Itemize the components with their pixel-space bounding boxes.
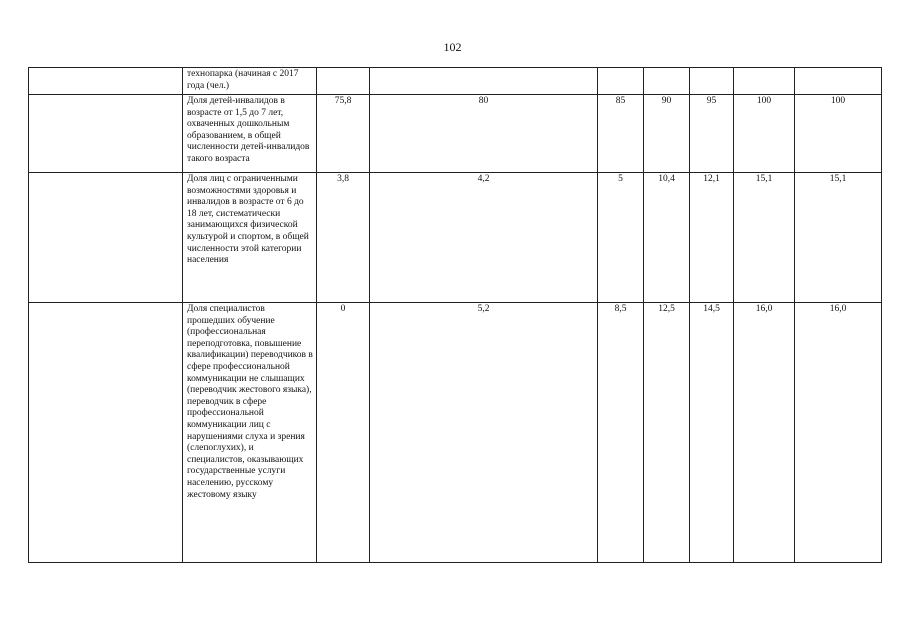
empty-cell [29,303,183,563]
value-cell: 16,0 [734,303,795,563]
value-cell: 100 [795,95,882,173]
value-cell: 100 [734,95,795,173]
value-cell: 3,8 [317,173,370,303]
indicator-label: Доля детей-инвалидов в возрасте от 1,5 до 7 лет, охваченных дошкольным образованием, в общей численности детей-инвалидов такого возраста [183,95,317,173]
indicator-label: Доля специалистов прошедших обучение (профессиональная переподготовка, повышение квалификации) переводчиков в сфере профессиональной коммуникации не слышащих (переводчик жестового языка), переводчик в сфере профессиональной коммуникации лиц с нарушениями слуха и зрения (слепоглухих), и специалистов, оказывающих государственные услуги населению, русскому жестовому языку [183,303,317,563]
value-cell: 5 [598,173,644,303]
value-cell: 15,1 [795,173,882,303]
value-cell [644,68,690,95]
value-cell [598,68,644,95]
value-cell: 80 [370,95,598,173]
value-cell: 15,1 [734,173,795,303]
value-cell: 10,4 [644,173,690,303]
page-number: 102 [443,40,462,54]
value-cell: 12,1 [690,173,734,303]
value-cell [317,68,370,95]
empty-cell [29,173,183,303]
empty-cell [29,95,183,173]
table-row [29,95,882,173]
value-cell: 8,5 [598,303,644,563]
value-cell: 75,8 [317,95,370,173]
value-cell: 0 [317,303,370,563]
value-cell: 4,2 [370,173,598,303]
value-cell: 16,0 [795,303,882,563]
value-cell [795,68,882,95]
indicators-table [28,67,882,563]
table-row [29,173,882,303]
value-cell: 12,5 [644,303,690,563]
indicator-label: технопарка (начиная с 2017 года (чел.) [183,68,317,95]
table-row [29,68,882,95]
empty-cell [29,68,183,95]
value-cell [370,68,598,95]
value-cell: 5,2 [370,303,598,563]
value-cell: 14,5 [690,303,734,563]
value-cell: 95 [690,95,734,173]
value-cell [734,68,795,95]
value-cell [690,68,734,95]
table-row [29,303,882,563]
value-cell: 85 [598,95,644,173]
indicator-label: Доля лиц с ограниченными возможностями здоровья и инвалидов в возрасте от 6 до 18 лет, систематически занимающихся физической культурой и спортом, в общей численности этой категории населения [183,173,317,303]
value-cell: 90 [644,95,690,173]
